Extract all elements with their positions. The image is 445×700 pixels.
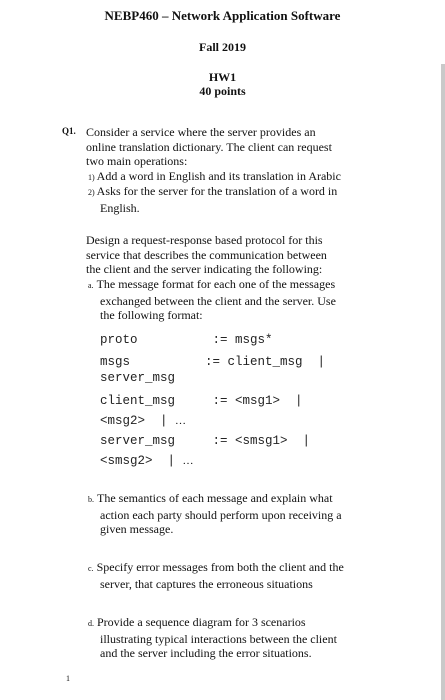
margin-mark: 1	[66, 674, 70, 683]
text-line: The message format for each one of the messages	[96, 277, 336, 291]
text-line: Specify error messages from both the client and the	[96, 560, 344, 574]
question-label: Q1.	[62, 126, 76, 136]
text-line: illustrating typical interactions between the client	[100, 631, 337, 646]
scrollbar[interactable]	[441, 64, 445, 700]
course-title: NEBP460 – Network Application Software	[104, 8, 341, 23]
operation-2	[88, 184, 388, 215]
points: 40 points	[199, 84, 246, 98]
text-line: Consider a service where the server provides an	[86, 125, 316, 139]
text-line: the following format:	[100, 308, 203, 322]
design-instructions	[86, 233, 386, 277]
text-line: exchanged between the client and the server. Use	[100, 293, 336, 308]
grammar-line: client_msg := <msg1> |	[100, 394, 303, 408]
term: Fall 2019	[199, 40, 246, 54]
part-a	[88, 277, 388, 323]
grammar-line: msgs := client_msg |	[100, 355, 326, 369]
text-line: Provide a sequence diagram for 3 scenarios	[97, 615, 306, 629]
part-letter: d.	[88, 619, 94, 628]
grammar-line: <smsg2> | …	[100, 454, 194, 468]
text-line: action each party should perform upon receiving a	[100, 507, 342, 522]
grammar-line: <msg2> | …	[100, 414, 187, 428]
part-d	[88, 615, 388, 661]
text-line: the client and the server indicating the following:	[86, 262, 323, 276]
question-intro	[86, 125, 386, 169]
text-line: Design a request-response based protocol for this	[86, 233, 323, 247]
text-line: service that describes the communication between	[86, 247, 327, 262]
part-letter: c.	[88, 564, 94, 573]
operation-number: 2)	[88, 188, 95, 197]
grammar-line: server_msg := <smsg1> |	[100, 434, 311, 448]
part-b	[88, 491, 388, 537]
text-line: server, that captures the erroneous situations	[100, 576, 313, 591]
text-line: The semantics of each message and explain what	[97, 491, 333, 505]
text-line: English.	[100, 200, 140, 215]
grammar-line: proto := msgs*	[100, 333, 273, 347]
part-letter: a.	[88, 281, 94, 290]
part-letter: b.	[88, 495, 94, 504]
part-c	[88, 560, 388, 591]
operation-number: 1)	[88, 173, 95, 182]
text-line: and the server including the error situations.	[100, 646, 312, 660]
text-line: online translation dictionary. The client can request	[86, 139, 332, 154]
grammar-line: server_msg	[100, 371, 176, 385]
text-line: given message.	[100, 522, 174, 536]
text-line: Add a word in English and its translation in Arabic	[96, 169, 341, 183]
text-line: two main operations:	[86, 154, 188, 168]
hw-title: HW1	[208, 70, 237, 84]
text-line: Asks for the server for the translation of a word in	[96, 184, 338, 198]
